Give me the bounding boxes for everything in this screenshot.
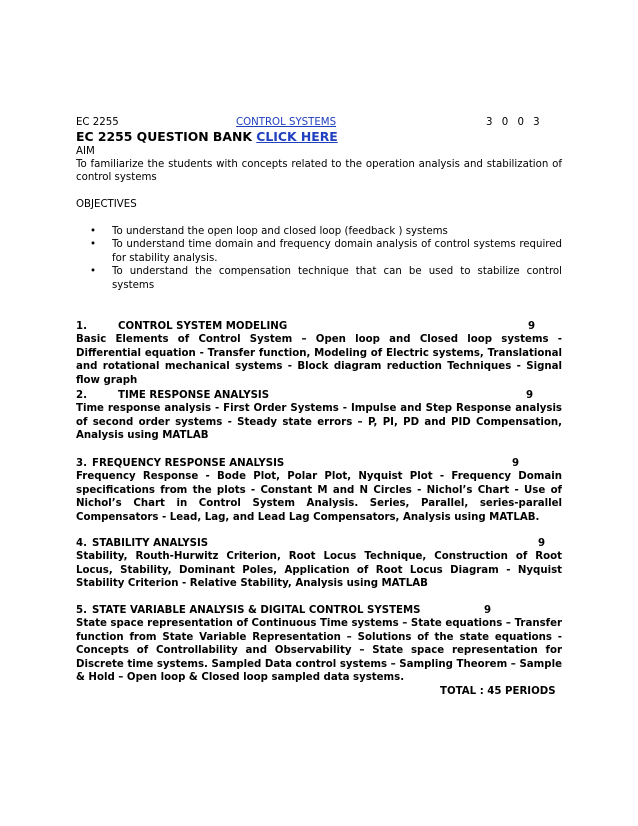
unit-5-text: State space representation of Continuous Time systems – State equations – Transfer function from State Variable Representation – Solutions of the state equations - Concepts of Controllability and Observability – State space representation for Discrete time systems. Sampled Data control systems – Sampling Theorem – Sample & Hold – Open loop & Closed loop sampled data systems. — [76, 618, 562, 684]
unit-1-title: CONTROL SYSTEM MODELING — [118, 321, 288, 332]
question-bank-line — [76, 129, 338, 144]
unit-2 — [76, 389, 562, 443]
unit-2-title: TIME RESPONSE ANALYSIS — [118, 390, 270, 401]
unit-3-title: FREQUENCY RESPONSE ANALYSIS — [92, 458, 285, 469]
unit-1 — [76, 320, 562, 387]
unit-3-header — [76, 457, 562, 470]
unit-2-text: Time response analysis - First Order Systems - Impulse and Step Response analysis of second order systems - Steady state errors – P, PI, PD and PID Compensation, Analysis using MATLAB — [76, 403, 562, 442]
course-title-link[interactable]: CONTROL SYSTEMS — [236, 117, 337, 128]
unit-3 — [76, 457, 562, 524]
unit-1-number: 1. — [76, 321, 87, 332]
unit-2-number: 2. — [76, 390, 87, 401]
unit-4-text: Stability, Routh-Hurwitz Criterion, Root Locus Technique, Construction of Root Locus, Stability, Dominant Poles, Application of Root Locus Diagram - Nyquist Stability Criterion - Relative Stability, Analysis using MATLAB — [76, 551, 562, 590]
unit-3-number: 3. — [76, 458, 87, 469]
unit-5-header — [76, 604, 562, 617]
unit-4-header — [76, 537, 562, 550]
objectives-heading: OBJECTIVES — [76, 199, 137, 210]
click-here-link[interactable]: CLICK HERE — [256, 129, 338, 144]
unit-1-text: Basic Elements of Control System – Open loop and Closed loop systems - Differential equation - Transfer function, Modeling of Electric systems, Translational and rotational mechanical systems - Block diagram reduction Techniques - Signal flow graph — [76, 334, 562, 386]
objective-item: • To understand time domain and frequency domain analysis of control systems required for stability analysis. — [90, 239, 562, 264]
unit-3-hours: 9 — [512, 458, 520, 469]
objective-item: • To understand the open loop and closed loop (feedback ) systems — [90, 226, 448, 237]
question-bank-label: EC 2255 QUESTION BANK — [76, 129, 252, 144]
unit-5-hours: 9 — [484, 605, 492, 616]
total-periods: TOTAL : 45 PERIODS — [440, 686, 556, 697]
unit-4-number: 4. — [76, 538, 87, 549]
unit-1-header — [76, 320, 562, 333]
unit-2-hours: 9 — [526, 390, 534, 401]
unit-5-title: STATE VARIABLE ANALYSIS & DIGITAL CONTROL SYSTEMS — [92, 605, 421, 616]
aim-heading: AIM — [76, 146, 95, 157]
unit-3-text: Frequency Response - Bode Plot, Polar Plot, Nyquist Plot - Frequency Domain specifications from the plots - Constant M and N Circles - Nichol’s Chart - Use of Nichol’s Chart in Control System Analysis. Series, Parallel, series-parallel Compensators - Lead, Lag, and Lead Lag Compensators, Analysis using MATLAB. — [76, 471, 562, 523]
bullet-icon: • — [90, 239, 97, 251]
aim-text: To familiarize the students with concepts related to the operation analysis and stabilization of control systems — [76, 159, 562, 184]
course-credits: 3 0 0 3 — [486, 117, 543, 128]
bullet-icon: • — [90, 226, 97, 237]
objectives-list — [76, 225, 562, 292]
unit-5 — [76, 604, 562, 684]
unit-4 — [76, 537, 562, 591]
unit-2-header — [76, 389, 562, 402]
unit-1-hours: 9 — [528, 321, 536, 332]
bullet-icon: • — [90, 266, 97, 278]
objective-item: • To understand the compensation technique that can be used to stabilize control systems — [90, 266, 562, 291]
unit-5-number: 5. — [76, 605, 87, 616]
unit-4-title: STABILITY ANALYSIS — [92, 538, 209, 549]
course-code: EC 2255 — [76, 117, 119, 128]
unit-4-hours: 9 — [538, 538, 546, 549]
